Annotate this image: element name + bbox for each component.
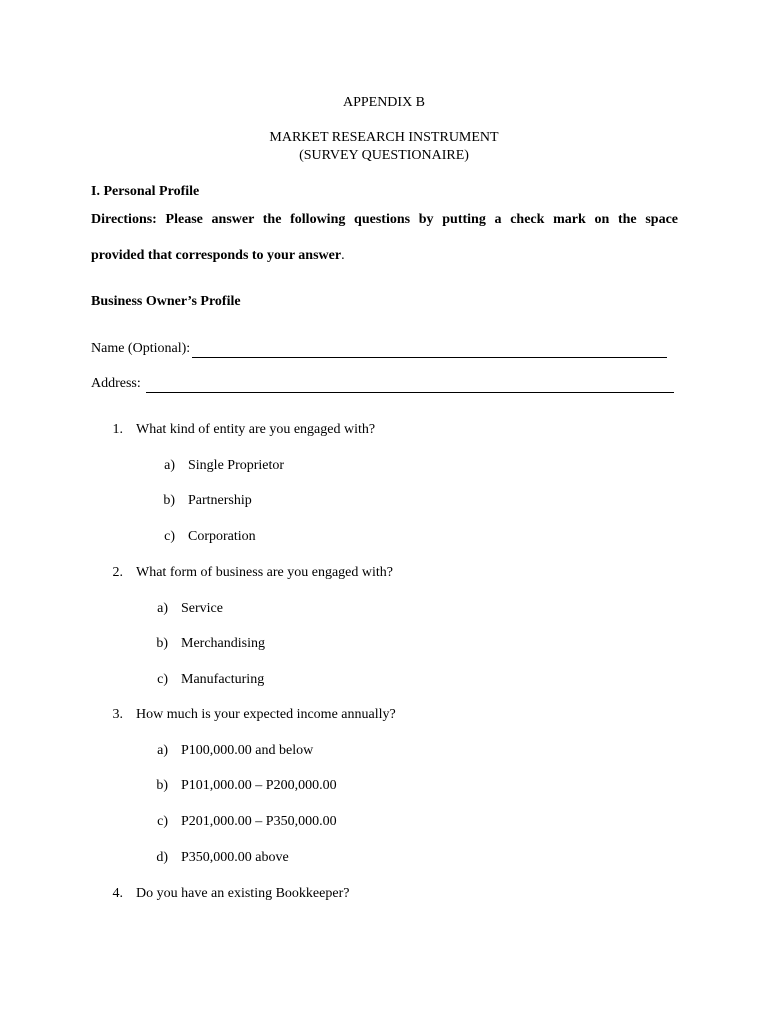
appendix-heading: APPENDIX B: [342, 95, 426, 110]
option-letter: a): [157, 601, 168, 616]
option-text[interactable]: Corporation: [188, 529, 256, 544]
option-letter: a): [157, 743, 168, 758]
directions-line-1: Directions: Please answer the following questions by putting a check mark on the space: [91, 212, 678, 227]
question-number: 3.: [112, 707, 123, 722]
option-letter: a): [164, 458, 175, 473]
option-text[interactable]: P101,000.00 – P200,000.00: [181, 778, 337, 793]
option-letter: c): [157, 672, 168, 687]
question-text: What form of business are you engaged with?: [136, 565, 393, 580]
option-letter: b): [156, 778, 168, 793]
option-text[interactable]: P350,000.00 above: [181, 850, 289, 865]
option-text[interactable]: Manufacturing: [181, 672, 265, 687]
name-label: Name (Optional):: [91, 341, 191, 356]
directions-line-2: [91, 247, 345, 265]
name-field[interactable]: [91, 340, 667, 358]
option-text[interactable]: P201,000.00 – P350,000.00: [181, 814, 337, 829]
option-letter: c): [164, 529, 175, 544]
document-subtitle: (SURVEY QUESTIONAIRE): [299, 148, 469, 163]
document-title: MARKET RESEARCH INSTRUMENT: [269, 130, 499, 145]
option-text[interactable]: Service: [181, 601, 223, 616]
question-number: 4.: [112, 886, 123, 901]
option-letter: d): [156, 850, 168, 865]
directions-period: .: [341, 248, 345, 263]
address-field[interactable]: [91, 375, 674, 393]
question-number: 2.: [112, 565, 123, 580]
question-text: Do you have an existing Bookkeeper?: [136, 886, 350, 901]
option-text[interactable]: Merchandising: [181, 636, 265, 651]
profile-heading: Business Owner’s Profile: [91, 294, 241, 309]
question-text: How much is your expected income annually?: [136, 707, 396, 722]
address-label: Address:: [91, 376, 145, 391]
option-text[interactable]: P100,000.00 and below: [181, 743, 314, 758]
question-text: What kind of entity are you engaged with?: [136, 422, 376, 437]
option-text[interactable]: Single Proprietor: [188, 458, 285, 473]
option-letter: b): [156, 636, 168, 651]
section-heading: I. Personal Profile: [91, 184, 200, 199]
question-number: 1.: [112, 422, 123, 437]
name-underline[interactable]: [192, 342, 667, 358]
option-letter: b): [163, 493, 175, 508]
directions-line-2-text: provided that corresponds to your answer: [91, 248, 342, 263]
option-letter: c): [157, 814, 168, 829]
address-underline[interactable]: [146, 377, 674, 393]
option-text[interactable]: Partnership: [188, 493, 252, 508]
